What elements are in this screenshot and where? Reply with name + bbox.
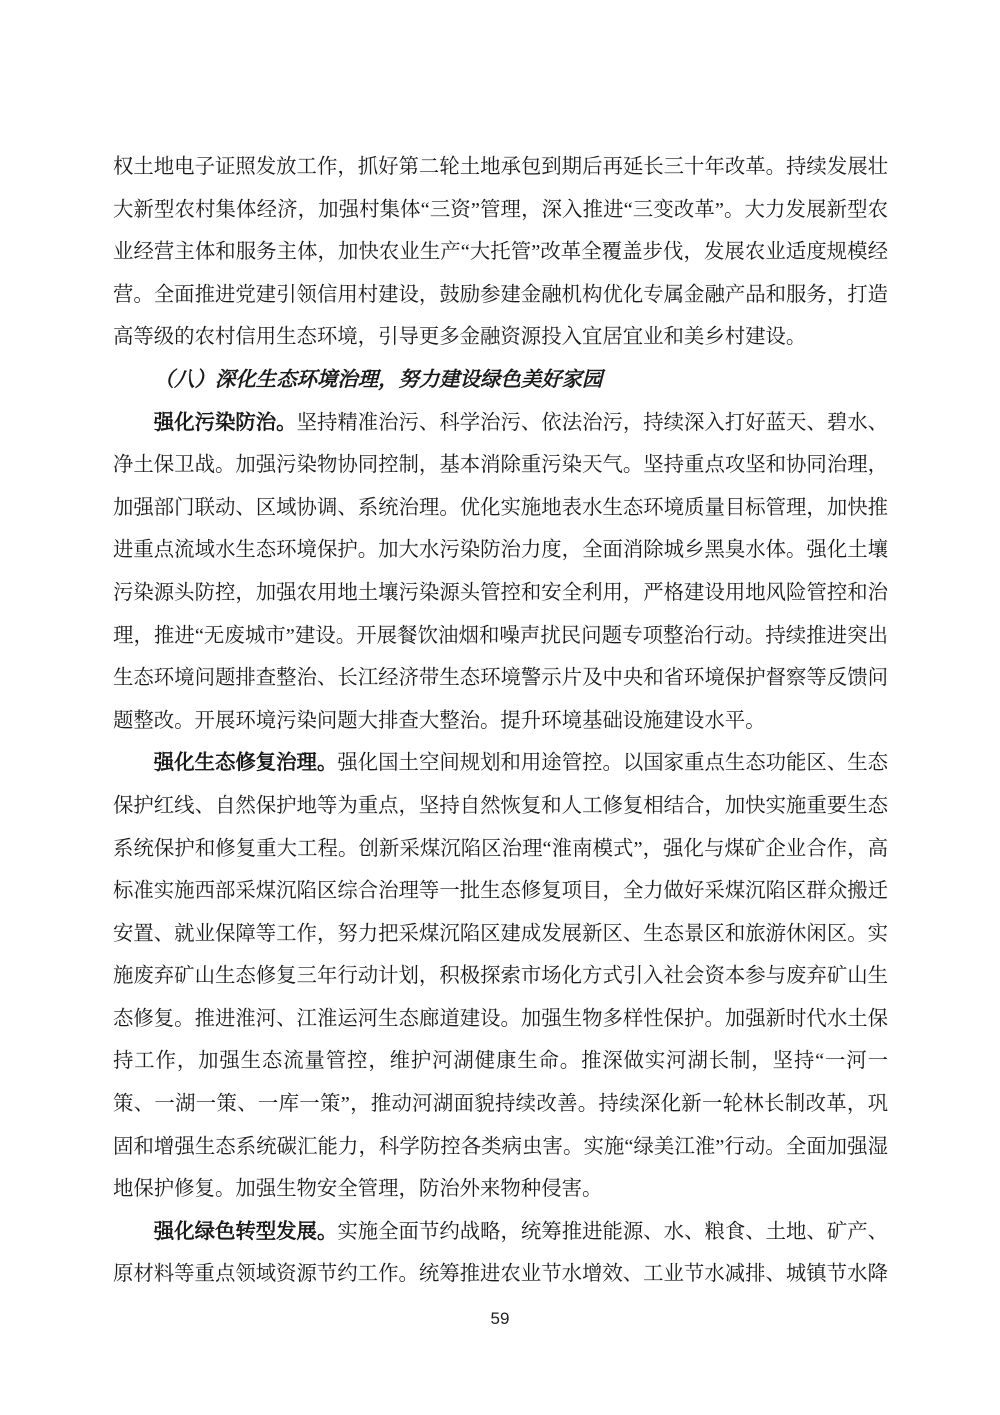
paragraph-lead-pollution-control: 强化污染防治。 bbox=[153, 411, 297, 434]
paragraph-text-green-transition: 实施全面节约战略，统筹推进能源、水、粮食、土地、矿产、原材料等重点领域资源节约工作。统筹推进农业节水增效、工业节水减排、城镇节水降 bbox=[113, 1220, 889, 1286]
page-number: 59 bbox=[490, 1309, 510, 1328]
page-footer bbox=[0, 1308, 1000, 1330]
paragraph-green-transition bbox=[113, 1211, 888, 1296]
document-content bbox=[113, 0, 888, 1296]
section-heading: （八）深化生态环境治理，努力建设绿色美好家园 bbox=[153, 368, 603, 391]
continuation-paragraph: 权土地电子证照发放工作，抓好第二轮土地承包到期后再延长三十年改革。持续发展壮大新型农村集体经济，加强村集体“三资”管理，深入推进“三变改革”。大力发展新型农业经营主体和服务主体，加快农业生产“大托管”改革全覆盖步伐，发展农业适度规模经营。全面推进党建引领信用村建设，鼓励参建金融机构优化专属金融产品和服务，打造高等级的农村信用生态环境，引导更多金融资源投入宜居宜业和美乡村建设。 bbox=[113, 156, 888, 349]
paragraph-lead-ecological-restoration: 强化生态修复治理。 bbox=[153, 752, 338, 775]
paragraph-pollution-control bbox=[113, 402, 888, 743]
paragraph-text-pollution-control: 坚持精准治污、科学治污、依法治污，持续深入打好蓝天、碧水、净土保卫战。加强污染物协同控制，基本消除重污染天气。坚持重点攻坚和协同治理，加强部门联动、区域协调、系统治理。优化实施地表水生态环境质量目标管理，加快推进重点流域水生态环境保护。加大水污染防治力度，全面消除城乡黑臭水体。强化土壤污染源头防控，加强农用地土壤污染源头管控和安全利用，严格建设用地风险管控和治理，推进“无废城市”建设。开展餐饮油烟和噪声扰民问题专项整治行动。持续推进突出生态环境问题排查整治、长江经济带生态环境警示片及中央和省环境保护督察等反馈问题整改。开展环境污染问题大排查大整治。提升环境基础设施建设水平。 bbox=[113, 411, 889, 732]
paragraph-ecological-restoration bbox=[113, 742, 888, 1211]
paragraph-text-ecological-restoration: 强化国土空间规划和用途管控。以国家重点生态功能区、生态保护红线、自然保护地等为重点，坚持自然恢复和人工修复相结合，加快实施重要生态系统保护和修复重大工程。创新采煤沉陷区治理“淮南模式”，强化与煤矿企业合作，高标准实施西部采煤沉陷区综合治理等一批生态修复项目，全力做好采煤沉陷区群众搬迁安置、就业保障等工作，努力把采煤沉陷区建成发展新区、生态景区和旅游休闲区。实施废弃矿山生态修复三年行动计划，积极探索市场化方式引入社会资本参与废弃矿山生态修复。推进淮河、江淮运河生态廊道建设。加强生物多样性保护。加强新时代水土保持工作，加强生态流量管控，维护河湖健康生命。推深做实河湖长制，坚持“一河一策、一湖一策、一库一策”，推动河湖面貌持续改善。持续深化新一轮林长制改革，巩固和增强生态系统碳汇能力，科学防控各类病虫害。实施“绿美江淮”行动。全面加强湿地保护修复。加强生物安全管理，防治外来物种侵害。 bbox=[113, 752, 889, 1201]
paragraph-lead-green-transition: 强化绿色转型发展。 bbox=[153, 1220, 338, 1243]
